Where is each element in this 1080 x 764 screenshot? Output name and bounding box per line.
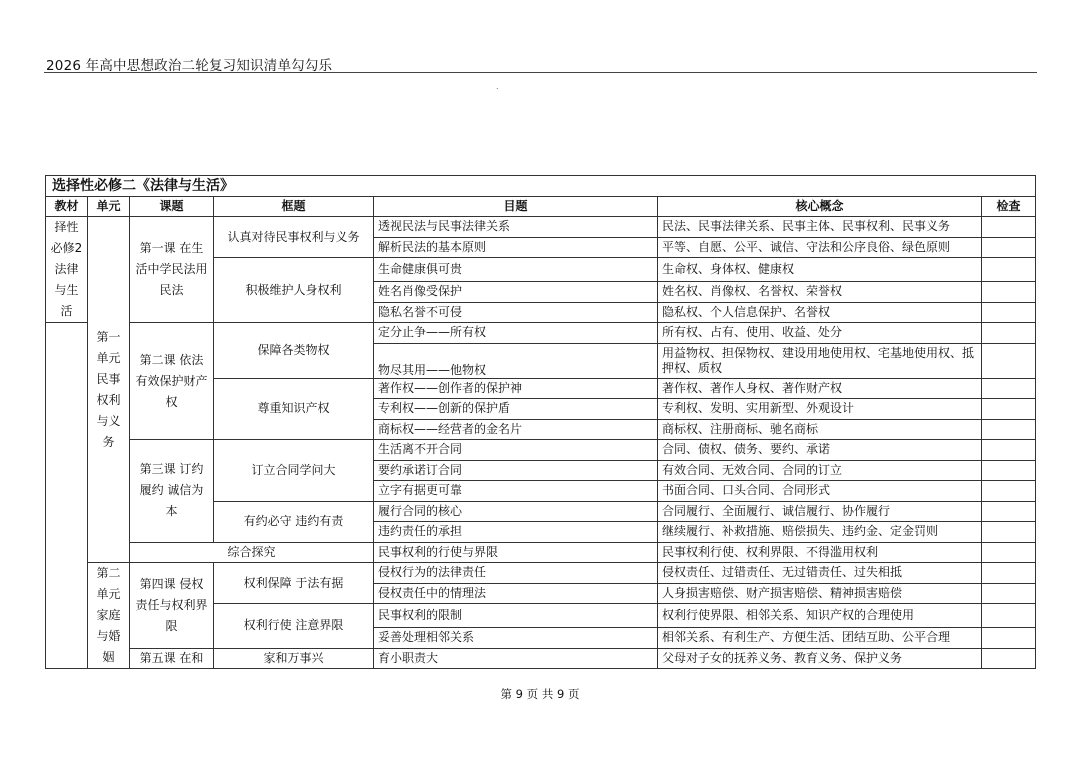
frame-cell: 保障各类物权 [214, 323, 374, 379]
frame-cell: 权利行使 注意界限 [214, 604, 374, 649]
textbook-cell-empty [46, 323, 88, 669]
header-divider [44, 72, 1037, 73]
frame-cell: 尊重知识产权 [214, 378, 374, 440]
check-cell[interactable] [982, 501, 1036, 522]
table-header-row [46, 197, 1036, 217]
check-cell[interactable] [982, 542, 1036, 563]
check-cell[interactable] [982, 628, 1036, 649]
concept-cell: 民法、民事法律关系、民事主体、民事权利、民事义务 [658, 217, 982, 238]
concept-cell: 商标权、注册商标、驰名商标 [658, 419, 982, 440]
frame-cell: 权利保障 于法有据 [214, 563, 374, 604]
topic-cell: 生命健康俱可贵 [374, 258, 658, 282]
topic-cell: 著作权——创作者的保护神 [374, 378, 658, 399]
concept-cell: 姓名权、肖像权、名誉权、荣誉权 [658, 282, 982, 303]
check-cell[interactable] [982, 563, 1036, 584]
lesson-cell: 第四课 侵权责任与权利界限 [130, 563, 214, 649]
concept-cell: 所有权、占有、使用、收益、处分 [658, 323, 982, 344]
concept-cell: 权利行使界限、相邻关系、知识产权的合理使用 [658, 604, 982, 628]
check-cell[interactable] [982, 419, 1036, 440]
table-row [46, 217, 1036, 238]
topic-cell: 违约责任的承担 [374, 522, 658, 543]
topic-cell: 专利权——创新的保护盾 [374, 399, 658, 420]
check-cell[interactable] [982, 481, 1036, 502]
concept-cell: 著作权、著作人身权、著作财产权 [658, 378, 982, 399]
table-row [46, 323, 1036, 344]
knowledge-checklist-table [45, 175, 1036, 669]
concept-cell: 相邻关系、有利生产、方便生活、团结互助、公平合理 [658, 628, 982, 649]
check-cell[interactable] [982, 604, 1036, 628]
column-header: 教材 [46, 197, 88, 217]
check-cell[interactable] [982, 583, 1036, 604]
lesson-cell: 第三课 订约履约 诚信为本 [130, 440, 214, 543]
concept-cell: 继续履行、补救措施、赔偿损失、违约金、定金罚则 [658, 522, 982, 543]
topic-cell: 姓名肖像受保护 [374, 282, 658, 303]
topic-cell: 育小职责大 [374, 648, 658, 669]
topic-cell: 解析民法的基本原则 [374, 237, 658, 258]
frame-cell: 家和万事兴 [214, 648, 374, 669]
topic-cell: 定分止争——所有权 [374, 323, 658, 344]
topic-cell: 侵权行为的法律责任 [374, 563, 658, 584]
frame-cell: 认真对待民事权利与义务 [214, 217, 374, 258]
unit-cell: 第一单元民事权利与义务 [88, 217, 130, 563]
topic-cell: 隐私名誉不可侵 [374, 302, 658, 323]
concept-cell: 生命权、身体权、健康权 [658, 258, 982, 282]
check-cell[interactable] [982, 460, 1036, 481]
concept-cell: 专利权、发明、实用新型、外观设计 [658, 399, 982, 420]
topic-cell: 妥善处理相邻关系 [374, 628, 658, 649]
textbook-cell: 择性必修2 法律与生活 [46, 217, 88, 323]
document-header-title: 2026 年高中思想政治二轮复习知识清单勾勾乐 [46, 58, 333, 74]
topic-cell: 侵权责任中的情理法 [374, 583, 658, 604]
topic-cell: 立字有据更可靠 [374, 481, 658, 502]
table-row [46, 542, 1036, 563]
concept-cell: 民事权利行使、权利界限、不得滥用权利 [658, 542, 982, 563]
table-row [46, 648, 1036, 669]
check-cell[interactable] [982, 258, 1036, 282]
concept-cell: 侵权责任、过错责任、无过错责任、过失相抵 [658, 563, 982, 584]
lesson-cell: 第一课 在生活中学民法用民法 [130, 217, 214, 323]
check-cell[interactable] [982, 343, 1036, 378]
column-header: 框题 [214, 197, 374, 217]
frame-cell: 积极维护人身权利 [214, 258, 374, 323]
check-cell[interactable] [982, 440, 1036, 461]
concept-cell: 书面合同、口头合同、合同形式 [658, 481, 982, 502]
topic-cell: 商标权——经营者的金名片 [374, 419, 658, 440]
column-header: 检查 [982, 197, 1036, 217]
topic-cell: 履行合同的核心 [374, 501, 658, 522]
topic-cell: 民事权利的限制 [374, 604, 658, 628]
lesson-cell: 第二课 依法有效保护财产权 [130, 323, 214, 440]
check-cell[interactable] [982, 282, 1036, 303]
concept-cell: 合同履行、全面履行、诚信履行、协作履行 [658, 501, 982, 522]
topic-cell: 要约承诺订合同 [374, 460, 658, 481]
concept-cell: 父母对子女的抚养义务、教育义务、保护义务 [658, 648, 982, 669]
topic-cell: 民事权利的行使与界限 [374, 542, 658, 563]
check-cell[interactable] [982, 522, 1036, 543]
concept-cell: 有效合同、无效合同、合同的订立 [658, 460, 982, 481]
check-cell[interactable] [982, 323, 1036, 344]
lesson-cell: 第五课 在和 [130, 648, 214, 669]
stray-dot: . [496, 82, 499, 91]
check-cell[interactable] [982, 648, 1036, 669]
page-number-footer: 第 9 页 共 9 页 [500, 687, 580, 701]
column-header: 课题 [130, 197, 214, 217]
concept-cell: 人身损害赔偿、财产损害赔偿、精神损害赔偿 [658, 583, 982, 604]
section-title: 选择性必修二《法律与生活》 [46, 176, 1036, 197]
check-cell[interactable] [982, 302, 1036, 323]
concept-cell: 合同、债权、债务、要约、承诺 [658, 440, 982, 461]
column-header: 单元 [88, 197, 130, 217]
table-row [46, 440, 1036, 461]
check-cell[interactable] [982, 237, 1036, 258]
concept-cell: 平等、自愿、公平、诚信、守法和公序良俗、绿色原则 [658, 237, 982, 258]
topic-cell: 透视民法与民事法律关系 [374, 217, 658, 238]
concept-cell: 隐私权、个人信息保护、名誉权 [658, 302, 982, 323]
frame-cell: 有约必守 违约有责 [214, 501, 374, 542]
topic-cell: 生活离不开合同 [374, 440, 658, 461]
unit-cell: 第二单元家庭与婚姻 [88, 563, 130, 669]
column-header: 目题 [374, 197, 658, 217]
topic-cell: 物尽其用——他物权 [374, 343, 658, 378]
check-cell[interactable] [982, 217, 1036, 238]
column-header: 核心概念 [658, 197, 982, 217]
check-cell[interactable] [982, 378, 1036, 399]
concept-cell: 用益物权、担保物权、建设用地使用权、宅基地使用权、抵押权、质权 [658, 343, 982, 378]
lesson-cell-comprehensive: 综合探究 [130, 542, 374, 563]
frame-cell: 订立合同学问大 [214, 440, 374, 502]
table-row [46, 563, 1036, 584]
check-cell[interactable] [982, 399, 1036, 420]
